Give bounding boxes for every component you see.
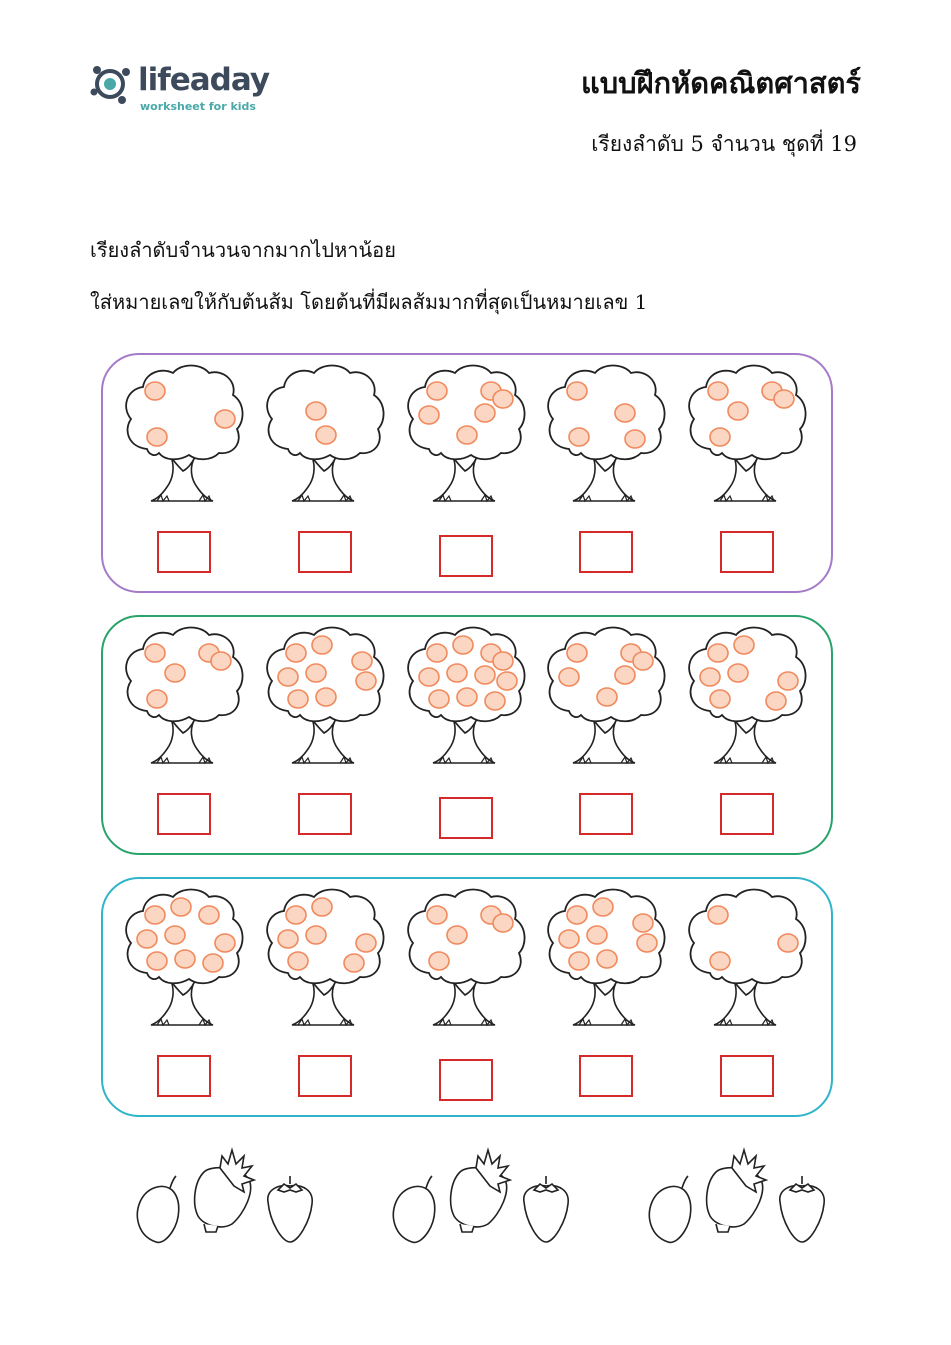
orange-fruit [447,664,467,682]
orange-fruit [597,950,617,968]
orange-fruit [633,914,653,932]
orange-fruit [312,636,332,654]
orange-fruit [286,644,306,662]
logo-name: lifeaday [138,62,270,98]
orange-tree-icon [680,885,812,1045]
strawberry-icon [780,1176,824,1242]
fruit-decorations [0,1138,951,1258]
orange-fruit [137,930,157,948]
orange-fruit [288,690,308,708]
answer-box[interactable] [720,793,774,835]
orange-fruit [708,382,728,400]
mango-icon [649,1176,690,1242]
answer-box[interactable] [439,797,493,839]
orange-fruit [615,404,635,422]
orange-fruit [493,652,513,670]
orange-fruit [778,934,798,952]
orange-fruit [493,390,513,408]
orange-tree-icon [117,623,249,783]
orange-tree-icon [539,885,671,1045]
lifeaday-logo [88,60,268,116]
orange-fruit [559,930,579,948]
answer-box[interactable] [720,531,774,573]
answer-box[interactable] [579,1055,633,1097]
answer-box[interactable] [298,1055,352,1097]
orange-tree-icon [399,885,531,1045]
orange-tree-icon [258,361,390,521]
orange-fruit [215,410,235,428]
pineapple-icon [195,1150,254,1232]
orange-fruit [316,426,336,444]
answer-box[interactable] [439,1059,493,1101]
fruit-group [132,1138,332,1250]
orange-fruit [145,906,165,924]
page-title: แบบฝึกหัดคณิตศาสตร์ [581,66,861,100]
orange-fruit [344,954,364,972]
orange-fruit [312,898,332,916]
orange-fruit [593,898,613,916]
orange-fruit [429,690,449,708]
orange-fruit [215,934,235,952]
orange-fruit [429,952,449,970]
pineapple-icon [707,1150,766,1232]
logo-molecule-icon [88,60,134,106]
orange-fruit [475,666,495,684]
answer-box[interactable] [298,793,352,835]
answer-box[interactable] [157,793,211,835]
orange-fruit [147,428,167,446]
orange-fruit [637,934,657,952]
orange-fruit [278,930,298,948]
orange-fruit [633,652,653,670]
orange-fruit [203,954,223,972]
orange-tree-icon [258,885,390,1045]
orange-fruit [165,664,185,682]
orange-fruit [597,688,617,706]
pineapple-icon [451,1150,510,1232]
orange-tree-icon [680,623,812,783]
orange-fruit [286,906,306,924]
orange-fruit [306,402,326,420]
orange-fruit [559,668,579,686]
orange-fruit [175,950,195,968]
orange-fruit [493,914,513,932]
orange-fruit [419,668,439,686]
orange-tree-icon [258,623,390,783]
orange-fruit [774,390,794,408]
answer-box[interactable] [579,531,633,573]
orange-fruit [457,688,477,706]
orange-fruit [497,672,517,690]
orange-fruit [447,926,467,944]
orange-fruit [171,898,191,916]
orange-tree-icon [680,361,812,521]
orange-fruit [567,644,587,662]
orange-fruit [147,690,167,708]
orange-fruit [766,692,786,710]
orange-fruit [288,952,308,970]
fruit-group [644,1138,844,1250]
orange-fruit [145,382,165,400]
orange-fruit [278,668,298,686]
strawberry-icon [268,1176,312,1242]
orange-fruit [145,644,165,662]
orange-fruit [419,406,439,424]
orange-fruit [710,428,730,446]
mango-icon [393,1176,434,1242]
orange-fruit [708,644,728,662]
answer-box[interactable] [579,793,633,835]
orange-fruit [453,636,473,654]
orange-tree-icon [117,361,249,521]
orange-fruit [147,952,167,970]
orange-fruit [569,952,589,970]
orange-fruit [427,644,447,662]
orange-fruit [710,690,730,708]
orange-fruit [427,906,447,924]
logo-tagline: worksheet for kids [140,100,256,113]
orange-fruit [587,926,607,944]
orange-fruit [708,906,728,924]
orange-fruit [710,952,730,970]
mango-icon [137,1176,178,1242]
orange-fruit [625,430,645,448]
orange-fruit [306,664,326,682]
orange-fruit [485,692,505,710]
answer-box[interactable] [157,531,211,573]
orange-fruit [306,926,326,944]
orange-fruit [199,906,219,924]
orange-tree-icon [539,361,671,521]
orange-fruit [728,664,748,682]
orange-fruit [569,428,589,446]
answer-box[interactable] [157,1055,211,1097]
orange-fruit [352,652,372,670]
orange-fruit [356,934,376,952]
orange-fruit [728,402,748,420]
orange-fruit [356,672,376,690]
strawberry-icon [524,1176,568,1242]
orange-fruit [211,652,231,670]
fruit-group [388,1138,588,1250]
orange-tree-icon [399,361,531,521]
orange-fruit [427,382,447,400]
answer-box[interactable] [298,531,352,573]
orange-fruit [778,672,798,690]
orange-fruit [567,906,587,924]
orange-fruit [316,688,336,706]
orange-tree-icon [539,623,671,783]
instruction-line-1: เรียงลำดับจำนวนจากมากไปหาน้อย [90,238,396,262]
answer-box[interactable] [439,535,493,577]
instruction-line-2: ใส่หมายเลขให้กับต้นส้ม โดยต้นที่มีผลส้มมากที่สุดเป็นหมายเลข 1 [90,290,648,314]
orange-fruit [165,926,185,944]
orange-fruit [475,404,495,422]
orange-fruit [567,382,587,400]
orange-tree-icon [117,885,249,1045]
orange-fruit [615,666,635,684]
answer-box[interactable] [720,1055,774,1097]
page-subtitle: เรียงลำดับ 5 จำนวน ชุดที่ 19 [591,132,857,156]
orange-fruit [700,668,720,686]
orange-fruit [734,636,754,654]
orange-tree-icon [399,623,531,783]
orange-fruit [457,426,477,444]
